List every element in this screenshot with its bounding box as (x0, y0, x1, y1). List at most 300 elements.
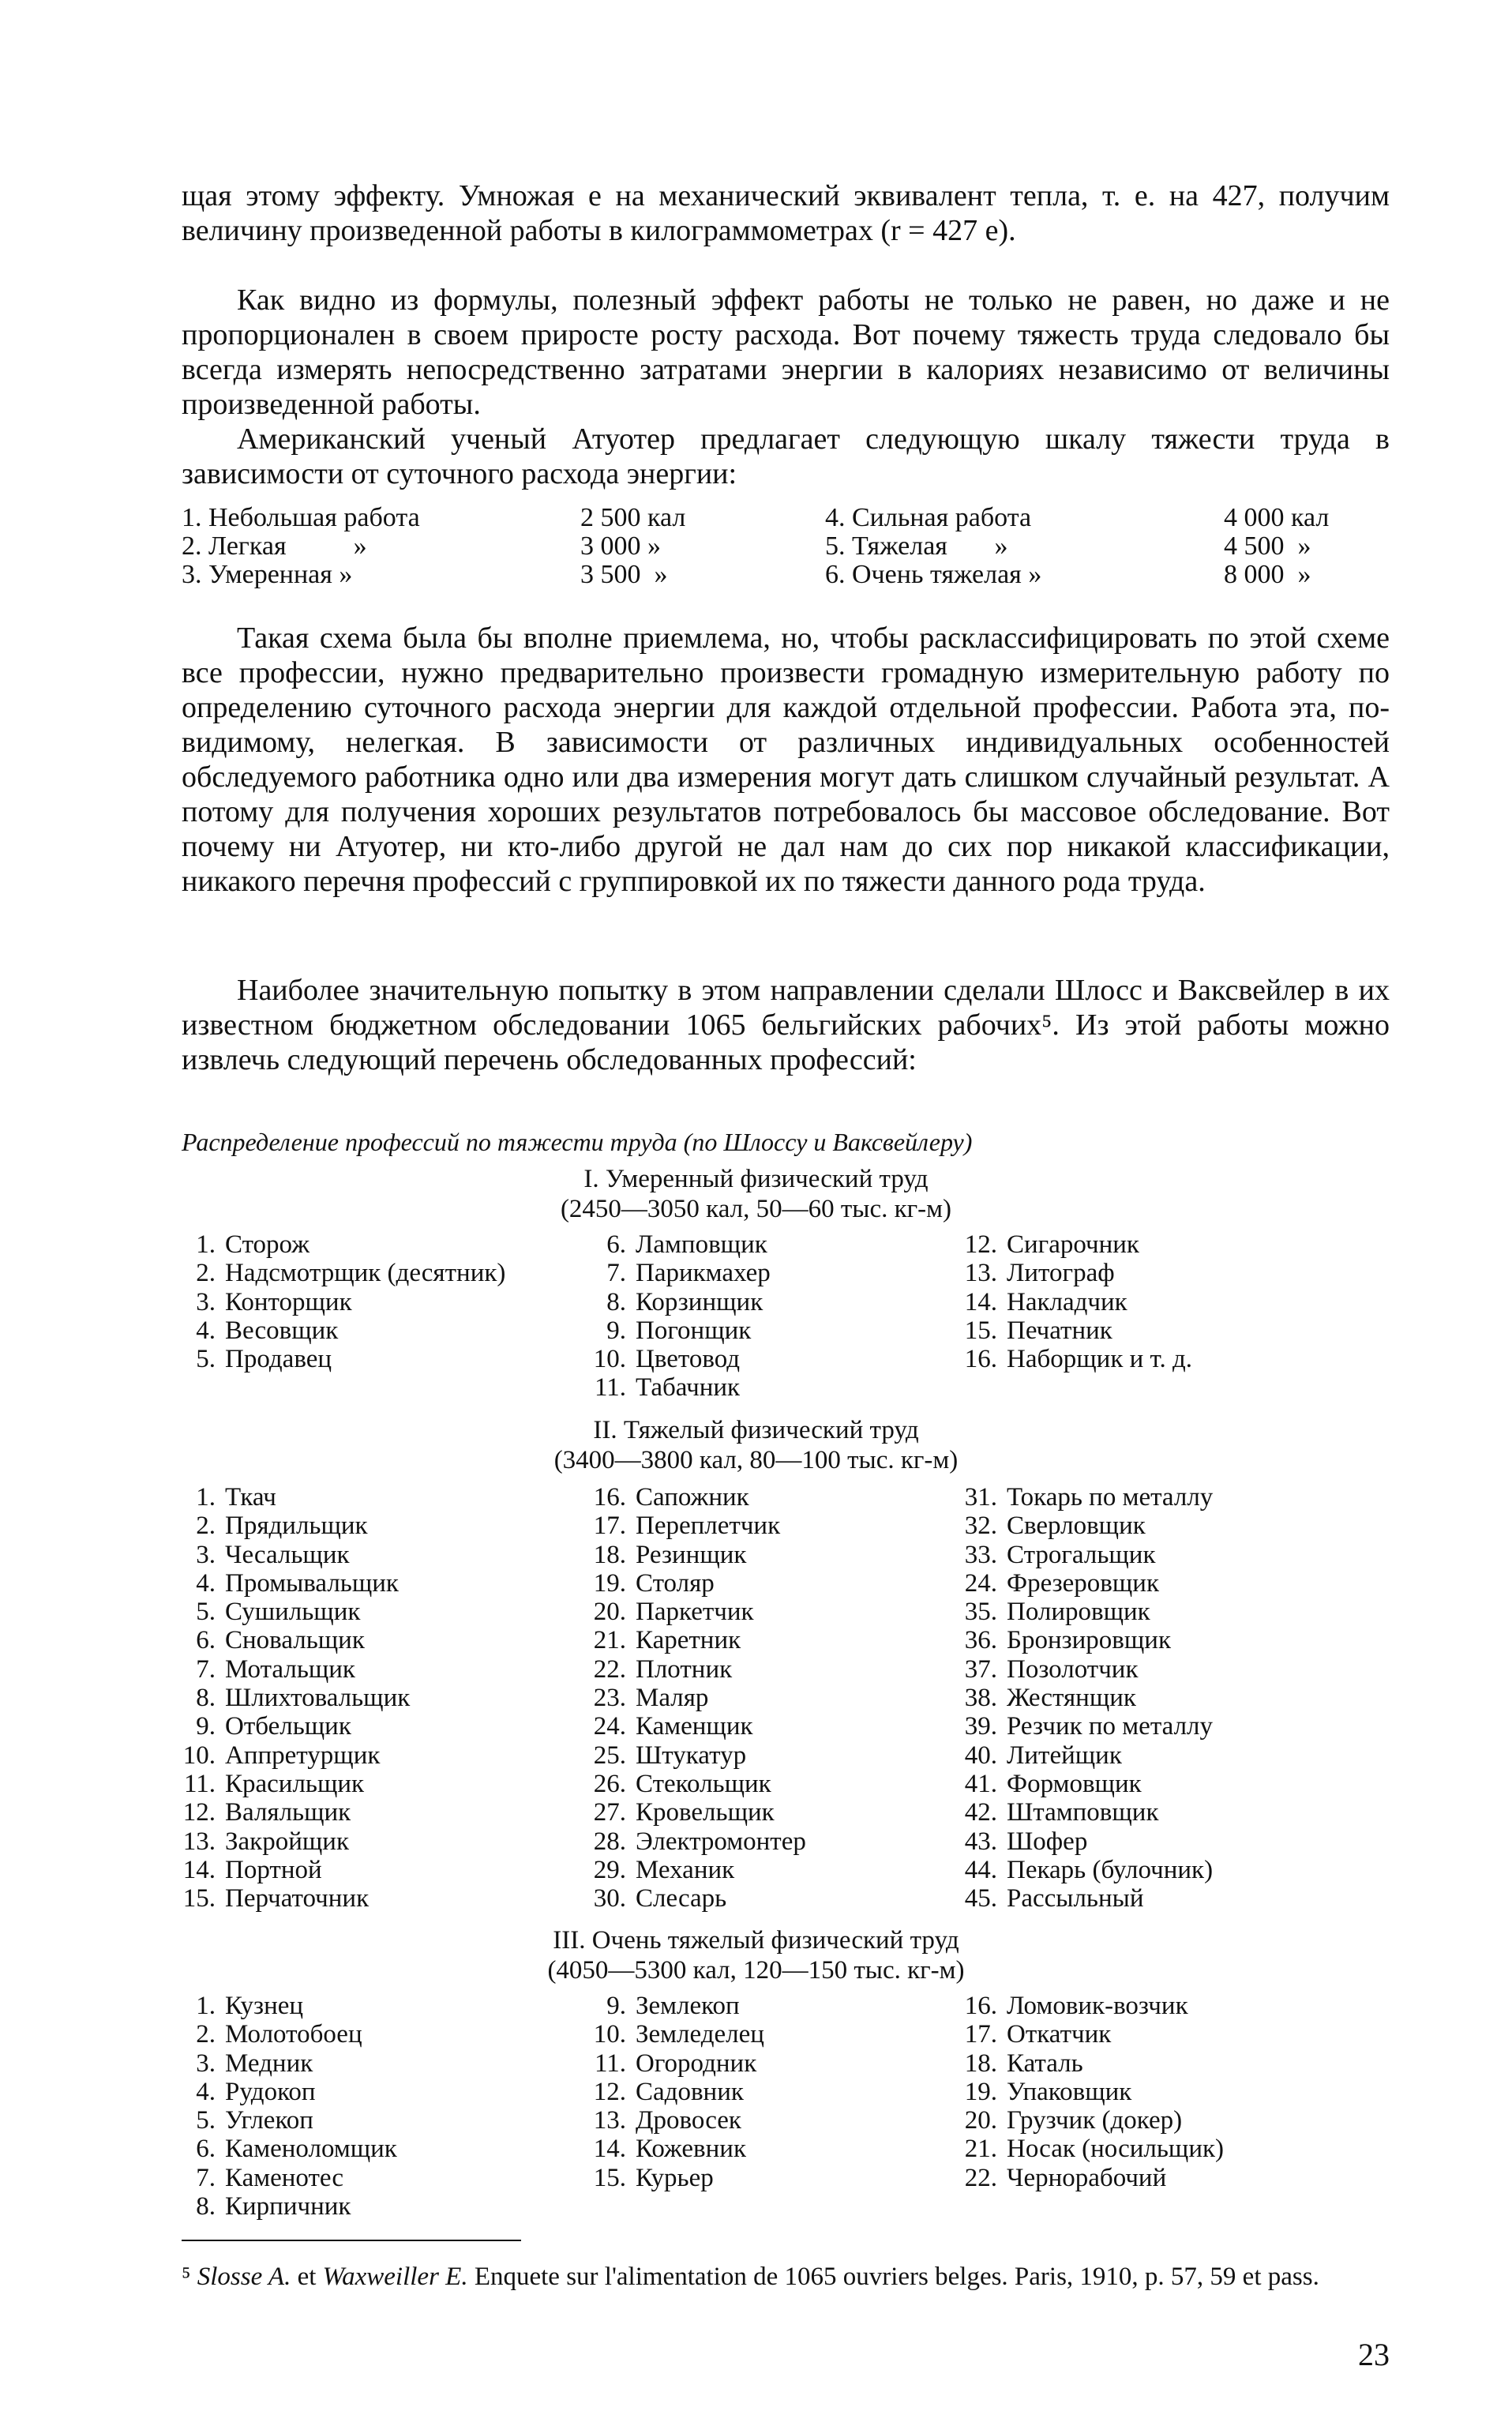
profession-item (580, 1992, 764, 2020)
profession-name: Каменщик (636, 1712, 753, 1741)
profession-name: Цветовод (636, 1345, 741, 1374)
profession-name: Печатник (1007, 1316, 1112, 1345)
profession-number: 4. (196, 2077, 216, 2106)
profession-column (170, 1483, 410, 1913)
profession-number: 15. (182, 1884, 216, 1913)
profession-name: Резчик по металлу (1007, 1712, 1214, 1741)
profession-column (951, 1230, 1192, 1373)
profession-name: Перчаточник (225, 1884, 370, 1913)
profession-name: Откатчик (1007, 2020, 1112, 2049)
profession-item (951, 2106, 1224, 2135)
paragraph-text: Наиболее значительную попытку в этом направлении сделали Шлосс и Ваксвейлер в их известном бюджетном обследовании 1065 бельгийских рабочих⁵. Из этой работы можно извлечь следующий перечень обследованных профессий: (182, 974, 1390, 1076)
profession-number: 26. (593, 1769, 626, 1798)
profession-item (580, 1259, 771, 1287)
profession-number: 9. (606, 1316, 626, 1345)
paragraph-scheme (182, 621, 1390, 899)
profession-item (170, 1598, 410, 1626)
profession-number: 23. (593, 1684, 626, 1713)
profession-number: 17. (593, 1512, 626, 1541)
profession-item (951, 1712, 1213, 1741)
profession-name: Штукатур (636, 1741, 747, 1770)
profession-number: 14. (593, 2135, 626, 2164)
profession-name: Медник (225, 2049, 313, 2078)
profession-name: Электромонтер (636, 1827, 806, 1856)
profession-name: Позолотчик (1007, 1654, 1139, 1684)
profession-item (580, 1770, 806, 1798)
profession-number: 5. (196, 1598, 216, 1627)
profession-number: 32. (964, 1512, 997, 1541)
profession-column (951, 1992, 1224, 2192)
profession-item (951, 1741, 1213, 1770)
profession-item (951, 1856, 1213, 1884)
profession-number: 24. (593, 1712, 626, 1741)
scale-label: 5. Тяжелая » (825, 531, 1008, 561)
profession-number: 11. (183, 1769, 216, 1798)
profession-name: Сновальщик (225, 1626, 365, 1655)
profession-name: Корзинщик (636, 1287, 764, 1316)
table-caption: Распределение профессий по тяжести труда (по Шлоссу и Ваксвейлеру) (182, 1128, 973, 1156)
profession-number: 33. (964, 1540, 997, 1569)
profession-name: Носак (носильщик) (1007, 2135, 1225, 2164)
profession-item (170, 1992, 397, 2020)
profession-item (951, 1684, 1213, 1712)
profession-item (951, 1259, 1192, 1287)
profession-number: 21. (593, 1626, 626, 1655)
profession-name: Красильщик (225, 1769, 365, 1798)
profession-name: Фрезеровщик (1007, 1568, 1159, 1598)
scale-value: 4 500 » (1224, 531, 1311, 561)
profession-name: Парикмахер (636, 1259, 771, 1288)
paragraph-text: Как видно из формулы, полезный эффект работы не только не равен, но даже и не пропорционален в своем приросте росту расхода. Вот почему тяжесть труда следовало бы всегда измерять непосредственно затратами энергии в калориях независимо от величины произведенной работы. (182, 284, 1390, 421)
profession-number: 8. (196, 1684, 216, 1713)
profession-number: 9. (196, 1712, 216, 1741)
profession-item (951, 2135, 1224, 2163)
scale-label: 6. Очень тяжелая » (825, 560, 1042, 589)
footnote-mark: ⁵ (182, 2263, 191, 2291)
profession-number: 5. (196, 2106, 216, 2135)
scale-value: 4 000 кал (1224, 503, 1330, 532)
profession-column (580, 1483, 806, 1913)
footnote-author: Waxweiller E. (322, 2263, 468, 2291)
profession-name: Ламповщик (636, 1230, 767, 1259)
paragraph-text: Американский ученый Атуотер предлагает следующую шкалу тяжести труда в зависимости от суточного расхода энергии: (182, 422, 1390, 490)
profession-name: Валяльщик (225, 1798, 351, 1827)
profession-name: Земледелец (636, 2020, 764, 2049)
profession-number: 10. (593, 2020, 626, 2049)
profession-name: Шлихтовальщик (225, 1684, 411, 1713)
profession-name: Бронзировщик (1007, 1626, 1171, 1655)
profession-column (580, 1230, 771, 1403)
profession-name: Жестянщик (1007, 1684, 1136, 1713)
profession-number: 14. (182, 1855, 216, 1884)
profession-number: 6. (196, 1626, 216, 1655)
profession-name: Закройщик (225, 1827, 349, 1856)
profession-name: Литограф (1007, 1259, 1115, 1288)
paragraph-text: щая этому эффекту. Умножая e на механический эквивалент тепла, т. е. на 427, получим величину произведенной работы в килограммометрах (r = 427 e). (182, 179, 1390, 247)
profession-item (170, 2192, 397, 2221)
paragraph-text: Такая схема была бы вполне приемлема, но, чтобы расклассифицировать по этой схеме все профессии, нужно предварительно произвести громадную измерительную работу по определению суточного расхода энергии для каждой отдельной профессии. Работа эта, по-видимому, нелегкая. В зависимости от различных индивидуальных особенностей обследуемого работника одно или два измерения могут дать слишком случайный результат. А потому для получения хороших результатов потребовалось бы массовое обследование. Вот почему ни Атуотер, ни кто-либо другой не дал нам до сих пор никакой классификации, никакого перечня профессий с группировкой их по тяжести данного рода труда. (182, 622, 1390, 898)
profession-name: Токарь по металлу (1007, 1483, 1214, 1512)
profession-item (170, 2135, 397, 2163)
profession-number: 45. (964, 1884, 997, 1913)
profession-number: 2. (196, 1512, 216, 1541)
section-subtitle: (4050—5300 кал, 120—150 тыс. кг-м) (547, 1956, 965, 1985)
profession-name: Сторож (225, 1230, 310, 1259)
scale-label: 4. Сильная работа (825, 503, 1032, 532)
section-subtitle: (3400—3800 кал, 80—100 тыс. кг-м) (553, 1446, 959, 1474)
scale-value: 3 000 » (580, 531, 661, 561)
profession-name: Пекарь (булочник) (1007, 1855, 1214, 1884)
scale-value: 2 500 кал (580, 503, 686, 532)
profession-item (580, 1712, 806, 1741)
profession-item (170, 1884, 410, 1913)
profession-name: Ломовик-возчик (1007, 1992, 1188, 2020)
profession-number: 43. (964, 1827, 997, 1856)
profession-name: Слесарь (636, 1884, 727, 1913)
profession-name: Табачник (636, 1373, 741, 1403)
profession-number: 6. (196, 2135, 216, 2164)
profession-name: Каталь (1007, 2049, 1083, 2078)
profession-item (580, 1512, 806, 1540)
profession-item (580, 1230, 771, 1259)
profession-item (170, 1230, 505, 1259)
profession-name: Накладчик (1007, 1287, 1127, 1316)
profession-name: Сигарочник (1007, 1230, 1139, 1259)
profession-number: 14. (964, 1287, 997, 1316)
profession-item (951, 1230, 1192, 1259)
profession-item (580, 2049, 764, 2078)
profession-item (951, 1992, 1224, 2020)
section-title: II. Тяжелый физический труд (593, 1416, 919, 1444)
profession-name: Каретник (636, 1626, 741, 1655)
profession-number: 10. (182, 1741, 216, 1770)
profession-number: 41. (964, 1769, 997, 1798)
profession-item (580, 1798, 806, 1827)
profession-number: 13. (964, 1259, 997, 1288)
profession-name: Промывальщик (225, 1568, 399, 1598)
profession-item (170, 1684, 410, 1712)
profession-name: Штамповщик (1007, 1798, 1159, 1827)
profession-item (170, 1345, 505, 1373)
profession-number: 7. (606, 1259, 626, 1288)
section-title: III. Очень тяжелый физический труд (553, 1926, 959, 1955)
profession-column (170, 1992, 397, 2221)
profession-number: 4. (196, 1316, 216, 1345)
footnote (182, 2262, 1390, 2292)
profession-name: Резинщик (636, 1540, 747, 1569)
profession-number: 40. (964, 1741, 997, 1770)
profession-item (951, 2049, 1224, 2078)
profession-item (170, 1512, 410, 1540)
profession-number: 21. (964, 2135, 997, 2164)
profession-name: Молотобоец (225, 2020, 362, 2049)
profession-number: 35. (964, 1598, 997, 1627)
profession-item (951, 1626, 1213, 1654)
profession-name: Каменотес (225, 2163, 344, 2192)
profession-number: 12. (182, 1798, 216, 1827)
profession-number: 31. (964, 1483, 997, 1512)
section-heading (0, 1415, 1512, 1475)
section-heading (0, 1925, 1512, 1985)
profession-item (170, 1316, 505, 1345)
profession-number: 7. (196, 2163, 216, 2192)
profession-number: 1. (196, 1992, 216, 2020)
profession-item (170, 2164, 397, 2192)
profession-item (580, 1373, 771, 1402)
profession-name: Прядильщик (225, 1512, 368, 1541)
profession-number: 16. (964, 1992, 997, 2020)
profession-name: Огородник (636, 2049, 757, 2078)
profession-item (170, 1483, 410, 1512)
profession-number: 24. (964, 1568, 997, 1598)
profession-number: 11. (594, 2049, 626, 2078)
profession-name: Маляр (636, 1684, 709, 1713)
profession-item (170, 1827, 410, 1856)
profession-item (951, 1598, 1213, 1626)
profession-name: Курьер (636, 2163, 714, 2192)
energy-scale-table (182, 504, 1390, 591)
profession-item (170, 1655, 410, 1684)
footnote-divider (182, 2240, 521, 2241)
profession-item (951, 1655, 1213, 1684)
profession-number: 8. (606, 1287, 626, 1316)
profession-name: Рудокоп (225, 2077, 316, 2106)
paragraph-formula (182, 283, 1390, 422)
profession-number: 20. (964, 2106, 997, 2135)
profession-name: Дровосек (636, 2106, 741, 2135)
profession-item (580, 1884, 806, 1913)
profession-number: 13. (593, 2106, 626, 2135)
profession-number: 36. (964, 1626, 997, 1655)
profession-number: 4. (196, 1568, 216, 1598)
profession-item (951, 1288, 1192, 1316)
profession-item (951, 2078, 1224, 2106)
profession-name: Кровельщик (636, 1798, 775, 1827)
profession-item (580, 2078, 764, 2106)
profession-name: Столяр (636, 1568, 715, 1598)
profession-number: 5. (196, 1345, 216, 1374)
profession-number: 11. (594, 1373, 626, 1403)
profession-item (951, 1541, 1213, 1569)
profession-name: Отбельщик (225, 1712, 351, 1741)
profession-number: 44. (964, 1855, 997, 1884)
profession-column (170, 1230, 505, 1373)
profession-number: 22. (964, 2163, 997, 2192)
profession-number: 13. (182, 1827, 216, 1856)
footnote-author: Slosse A. (197, 2263, 291, 2291)
profession-number: 28. (593, 1827, 626, 1856)
profession-name: Весовщик (225, 1316, 339, 1345)
profession-item (580, 1655, 806, 1684)
profession-name: Землекоп (636, 1992, 740, 2020)
profession-item (951, 1569, 1213, 1598)
profession-item (951, 1827, 1213, 1856)
profession-item (170, 2049, 397, 2078)
profession-item (170, 1798, 410, 1827)
profession-number: 1. (196, 1230, 216, 1259)
profession-number: 12. (593, 2077, 626, 2106)
profession-name: Каменоломщик (225, 2135, 397, 2164)
profession-number: 1. (196, 1483, 216, 1512)
profession-number: 2. (196, 2020, 216, 2049)
profession-item (951, 2164, 1224, 2192)
profession-item (580, 1741, 806, 1770)
profession-number: 38. (964, 1684, 997, 1713)
profession-name: Литейщик (1007, 1741, 1122, 1770)
profession-number: 2. (196, 1259, 216, 1288)
profession-name: Сапожник (636, 1483, 749, 1512)
profession-item (951, 1798, 1213, 1827)
profession-name: Наборщик и т. д. (1007, 1345, 1193, 1374)
profession-name: Кожевник (636, 2135, 746, 2164)
profession-number: 8. (196, 2192, 216, 2221)
footnote-conjunction: et (291, 2263, 323, 2291)
profession-item (951, 2020, 1224, 2049)
scale-row (182, 532, 1390, 561)
profession-name: Полировщик (1007, 1598, 1150, 1627)
profession-name: Механик (636, 1855, 735, 1884)
page-number: 23 (1358, 2337, 1390, 2372)
scale-value: 8 000 » (1224, 560, 1311, 589)
paragraph-atwater (182, 422, 1390, 491)
paragraph-continuation (182, 178, 1390, 248)
profession-number: 30. (593, 1884, 626, 1913)
profession-number: 10. (593, 1345, 626, 1374)
profession-number: 42. (964, 1798, 997, 1827)
profession-number: 17. (964, 2020, 997, 2049)
profession-number: 18. (964, 2049, 997, 2078)
profession-item (580, 2135, 764, 2163)
scale-row (182, 561, 1390, 589)
profession-name: Углекоп (225, 2106, 313, 2135)
profession-item (580, 1483, 806, 1512)
profession-number: 6. (606, 1230, 626, 1259)
profession-number: 7. (196, 1654, 216, 1684)
profession-item (580, 2020, 764, 2049)
profession-name: Мотальщик (225, 1654, 355, 1684)
profession-item (580, 1598, 806, 1626)
profession-number: 3. (196, 2049, 216, 2078)
profession-item (170, 2106, 397, 2135)
profession-name: Продавец (225, 1345, 332, 1374)
profession-column (580, 1992, 764, 2192)
profession-name: Сушильщик (225, 1598, 361, 1627)
profession-name: Плотник (636, 1654, 733, 1684)
profession-item (951, 1483, 1213, 1512)
profession-item (170, 1712, 410, 1741)
profession-number: 9. (606, 1992, 626, 2020)
profession-item (170, 1626, 410, 1654)
profession-number: 3. (196, 1540, 216, 1569)
section-heading (0, 1164, 1512, 1224)
footnote-text: Enquete sur l'alimentation de 1065 ouvriers belges. Paris, 1910, p. 57, 59 et pass. (467, 2263, 1319, 2291)
profession-name: Формовщик (1007, 1769, 1142, 1798)
profession-number: 3. (196, 1287, 216, 1316)
profession-item (951, 1770, 1213, 1798)
profession-item (580, 1541, 806, 1569)
profession-item (580, 1569, 806, 1598)
profession-number: 22. (593, 1654, 626, 1684)
section-subtitle: (2450—3050 кал, 50—60 тыс. кг-м) (560, 1195, 952, 1223)
paragraph-schloss (182, 973, 1390, 1077)
profession-number: 25. (593, 1741, 626, 1770)
profession-item (170, 1259, 505, 1287)
profession-item (951, 1884, 1213, 1913)
profession-item (580, 1684, 806, 1712)
profession-number: 19. (593, 1568, 626, 1598)
scale-label: 3. Умеренная » (182, 560, 353, 589)
profession-name: Сверловщик (1007, 1512, 1146, 1541)
profession-number: 16. (964, 1345, 997, 1374)
profession-item (170, 1770, 410, 1798)
profession-name: Конторщик (225, 1287, 352, 1316)
profession-name: Аппретурщик (225, 1741, 381, 1770)
profession-name: Паркетчик (636, 1598, 754, 1627)
profession-name: Надсмотрщик (десятник) (225, 1259, 506, 1288)
scale-value: 3 500 » (580, 560, 668, 589)
profession-item (580, 1288, 771, 1316)
profession-name: Упаковщик (1007, 2077, 1132, 2106)
profession-name: Стекольщик (636, 1769, 771, 1798)
profession-item (580, 1827, 806, 1856)
profession-number: 27. (593, 1798, 626, 1827)
profession-number: 18. (593, 1540, 626, 1569)
profession-name: Чернорабочий (1007, 2163, 1167, 2192)
profession-item (170, 1741, 410, 1770)
scale-row (182, 504, 1390, 532)
profession-item (580, 1856, 806, 1884)
profession-item (580, 2106, 764, 2135)
profession-item (170, 2020, 397, 2049)
profession-item (170, 1288, 505, 1316)
profession-item (580, 1316, 771, 1345)
profession-name: Кузнец (225, 1992, 304, 2020)
profession-number: 37. (964, 1654, 997, 1684)
section-title: I. Умеренный физический труд (583, 1165, 929, 1193)
profession-item (951, 1512, 1213, 1540)
profession-name: Шофер (1007, 1827, 1088, 1856)
profession-number: 19. (964, 2077, 997, 2106)
scale-label: 2. Легкая » (182, 531, 367, 561)
profession-item (170, 1541, 410, 1569)
profession-item (170, 1569, 410, 1598)
profession-item (580, 1345, 771, 1373)
profession-number: 12. (964, 1230, 997, 1259)
profession-item (170, 2078, 397, 2106)
profession-item (170, 1856, 410, 1884)
profession-name: Чесальщик (225, 1540, 350, 1569)
profession-item (580, 1626, 806, 1654)
profession-name: Погонщик (636, 1316, 752, 1345)
profession-name: Ткач (225, 1483, 276, 1512)
profession-name: Переплетчик (636, 1512, 781, 1541)
profession-name: Портной (225, 1855, 322, 1884)
profession-name: Строгальщик (1007, 1540, 1156, 1569)
profession-item (951, 1345, 1192, 1373)
profession-item (580, 2164, 764, 2192)
profession-column (951, 1483, 1213, 1913)
profession-number: 20. (593, 1598, 626, 1627)
profession-number: 39. (964, 1712, 997, 1741)
profession-number: 15. (593, 2163, 626, 2192)
profession-name: Садовник (636, 2077, 744, 2106)
scale-label: 1. Небольшая работа (182, 503, 420, 532)
profession-name: Грузчик (докер) (1007, 2106, 1183, 2135)
profession-number: 29. (593, 1855, 626, 1884)
profession-number: 15. (964, 1316, 997, 1345)
profession-number: 16. (593, 1483, 626, 1512)
profession-item (951, 1316, 1192, 1345)
